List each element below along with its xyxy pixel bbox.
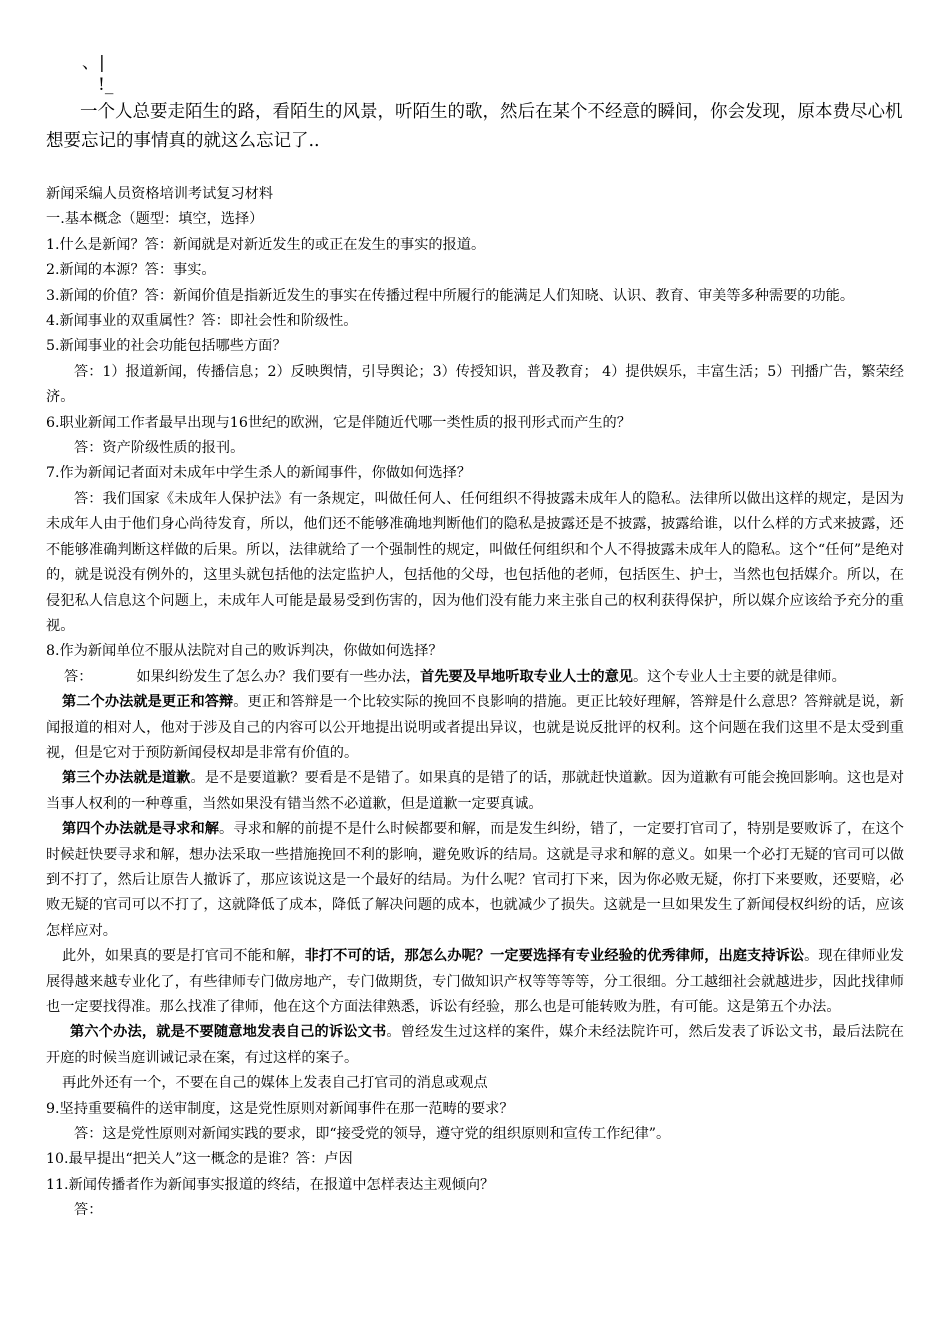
method-5-title: 非打不可的话，那怎么办呢？一定要选择有专业经验的优秀律师，出庭支持诉讼 [304,948,805,965]
answer-11: 答： [74,1202,103,1219]
method-5-text: 。现在律师业发展得越来越专业化了，有些律师专门做房地产，专门做期货，专门做知识产权等等等等，分工很细。分工越细社会就越进步，因此找律师也一定要找得准。那么找准了律师，他在这个方面法律熟悉，诉讼有经验，那么也是可能转败为胜，有可能。这是第五个办法。 [46,948,904,1015]
question-10: 10.最早提出“把关人”这一概念的是谁？答：卢因 [46,1151,353,1168]
answer-7: 答：我们国家《未成年人保护法》有一条规定，叫做任何人、任何组织不得披露未成年人的隐私。法律所以做出这样的规定，是因为未成年人由于他们身心尚待发育，所以，他们还不能够准确地判断他们的隐私是披露还是不披露，披露给谁，以什么样的方式来披露，还不能够准确判断这样做的后果。所以，法律就给了一个强制性的规定，叫做任何组织和个人不得披露未成年人的隐私。这个“任何”是绝对的，就是说没有例外的，这里头就包括他的法定监护人，包括他的父母，也包括他的老师，包括医生、护士，当然也包括媒介。所以，在侵犯私人信息这个问题上，未成年人可能是最易受到伤害的，因为他们没有能力来主张自己的权利获得保护，所以媒介应该给予充分的重视。 [46,490,904,634]
mark-line-1: 、| [82,53,105,73]
answer-8-post: 。这个专业人士主要的就是律师。 [632,668,846,685]
method-4 [46,817,904,944]
method-6-text: 。曾经发生过这样的案件，媒介未经法院许可，然后发表了诉讼文书，最后法院在开庭的时候当庭训诫记录在案，有过这样的案子。 [46,1024,904,1066]
method-7: 再此外还有一个，不要在自己的媒体上发表自己打官司的消息或观点 [62,1075,488,1092]
question-7: 7.作为新闻记者面对未成年中学生杀人的新闻事件，你做如何选择？ [46,465,471,482]
document-page [46,52,904,1224]
intro-paragraph: 一个人总要走陌生的路，看陌生的风景，听陌生的歌，然后在某个不经意的瞬间，你会发现，原本费尽心机想要忘记的事情真的就这么忘记了.. [46,102,903,151]
method-4-title: 第四个办法就是寻求和解 [62,821,219,838]
method-5 [46,944,904,1020]
method-2-text: 。更正和答辩是一个比较实际的挽回不良影响的措施。更正比较好理解，答辩是什么意思？答辩就是说，新闻报道的相对人，他对于涉及自己的内容可以公开地提出说明或者提出异议，也就是说反批评的权利。这个问题在我们这里不是太受到重视，但是它对于预防新闻侵权却是非常有价值的。 [46,694,904,761]
section-heading: 一.基本概念（题型：填空，选择） [46,211,264,228]
question-4: 4.新闻事业的双重属性？答：即社会性和阶级性。 [46,313,358,330]
method-6-title: 第六个办法，就是不要随意地发表自己的诉讼文书 [70,1024,387,1041]
method-4-text: 。寻求和解的前提不是什么时候都要和解，而是发生纠纷，错了，一定要打官司了，特别是要败诉了，在这个时候赶快要寻求和解，想办法采取一些措施挽回不利的影响，避免败诉的结局。这就是寻求和解的意义。如果一个必打无疑的官司可以做到不打了，然后让原告人撤诉了，那应该说这是一个最好的结局。为什么呢？官司打下来，因为你必败无疑，你打下来要败，还要赔，必败无疑的官司可以不打了，这就降低了成本，降低了解决问题的成本，也就减少了损失。这就是一旦如果发生了新闻侵权纠纷的话，应该怎样应对。 [46,821,904,939]
document-title: 新闻采编人员资格培训考试复习材料 [46,186,274,202]
method-3-text: 。是不是要道歉？要看是不是错了。如果真的是错了的话，那就赶快道歉。因为道歉有可能会挽回影响。这也是对当事人权利的一种尊重，当然如果没有错当然不必道歉，但是道歉一定要真诚。 [46,770,904,812]
question-8: 8.作为新闻单位不服从法院对自己的败诉判决，你做如何选择？ [46,643,443,660]
answer-6: 答：资产阶级性质的报刊。 [74,440,245,457]
top-marks [46,52,904,96]
method-2-title: 第二个办法就是更正和答辩 [62,694,234,711]
method-3-title: 第三个办法就是道歉 [62,770,191,787]
question-5: 5.新闻事业的社会功能包括哪些方面？ [46,338,287,355]
question-1: 1.什么是新闻？答：新闻就是对新近发生的或正在发生的事实的报道。 [46,236,486,253]
answer-8-bold: 首先要及早地听取专业人士的意见 [420,668,633,685]
question-6: 6.职业新闻工作者最早出现与16世纪的欧洲，它是伴随近代哪一类性质的报刊形式而产生的？ [46,414,631,431]
mark-line-2: !_ [98,75,114,95]
question-11: 11.新闻传播者作为新闻事实报道的终结，在报道中怎样表达主观倾向？ [46,1176,495,1193]
method-2 [46,690,904,766]
method-5-pre: 此外，如果真的要是打官司不能和解， [62,948,305,965]
answer-5: 答：1）报道新闻，传播信息；2）反映舆情，引导舆论；3）传授知识，普及教育； 4）提供娱乐，丰富生活；5）刊播广告，繁荣经济。 [46,363,904,406]
method-3 [46,766,904,817]
method-6 [46,1020,904,1071]
answer-8-pre: 如果纠纷发生了怎么办？我们要有一些办法， [136,668,421,685]
answer-8-label: 答： [64,668,93,685]
question-3: 3.新闻的价值？答：新闻价值是指新近发生的事实在传播过程中所履行的能满足人们知晓、认识、教育、审美等多种需要的功能。 [46,287,855,304]
answer-8 [46,665,904,690]
answer-9: 答：这是党性原则对新闻实践的要求，即“接受党的领导，遵守党的组织原则和宣传工作纪律”。 [74,1126,671,1143]
question-9: 9.坚持重要稿件的送审制度，这是党性原则对新闻事件在那一范畴的要求？ [46,1100,514,1117]
question-2: 2.新闻的本源？答：事实。 [46,262,216,279]
